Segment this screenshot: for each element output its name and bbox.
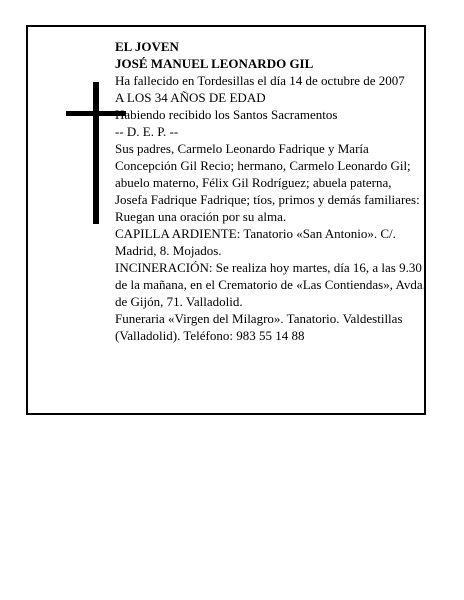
- deceased-name: JOSÉ MANUEL LEONARDO GIL: [115, 56, 314, 71]
- family-line: Sus padres, Carmelo Leonardo Fadrique y María Concepción Gil Recio; hermano, Carmelo Leonardo Gil; abuelo materno, Félix Gil Rodríguez; abuela paterna, Josefa Fadrique Fadrique; tíos, primos y demás familiares:: [115, 141, 420, 207]
- latin-cross-icon: [93, 82, 99, 224]
- age-line: A LOS 34 AÑOS DE EDAD: [115, 90, 266, 105]
- prayer-line: Ruegan una oración por su alma.: [115, 209, 287, 224]
- cremation-line: INCINERACIÓN: Se realiza hoy martes, día 16, a las 9.30 de la mañana, en el Crematorio de «Las Contiendas», Avda. de Gijón, 71. Valladolid.: [115, 260, 426, 309]
- sacraments-line: Habiendo recibido los Santos Sacramentos: [115, 107, 338, 122]
- funeral-home-line: Funeraria «Virgen del Milagro». Tanatorio. Valdestillas (Valladolid). Teléfono: 983 55 14 88: [115, 311, 403, 343]
- rip-line: -- D. E. P. --: [115, 124, 179, 139]
- notice-header: EL JOVEN: [115, 39, 179, 54]
- chapel-line: CAPILLA ARDIENTE: Tanatorio «San Antonio». C/. Madrid, 8. Mojados.: [115, 226, 396, 258]
- death-details: Ha fallecido en Tordesillas el día 14 de octubre de 2007: [115, 73, 405, 88]
- obituary-text: [115, 38, 427, 344]
